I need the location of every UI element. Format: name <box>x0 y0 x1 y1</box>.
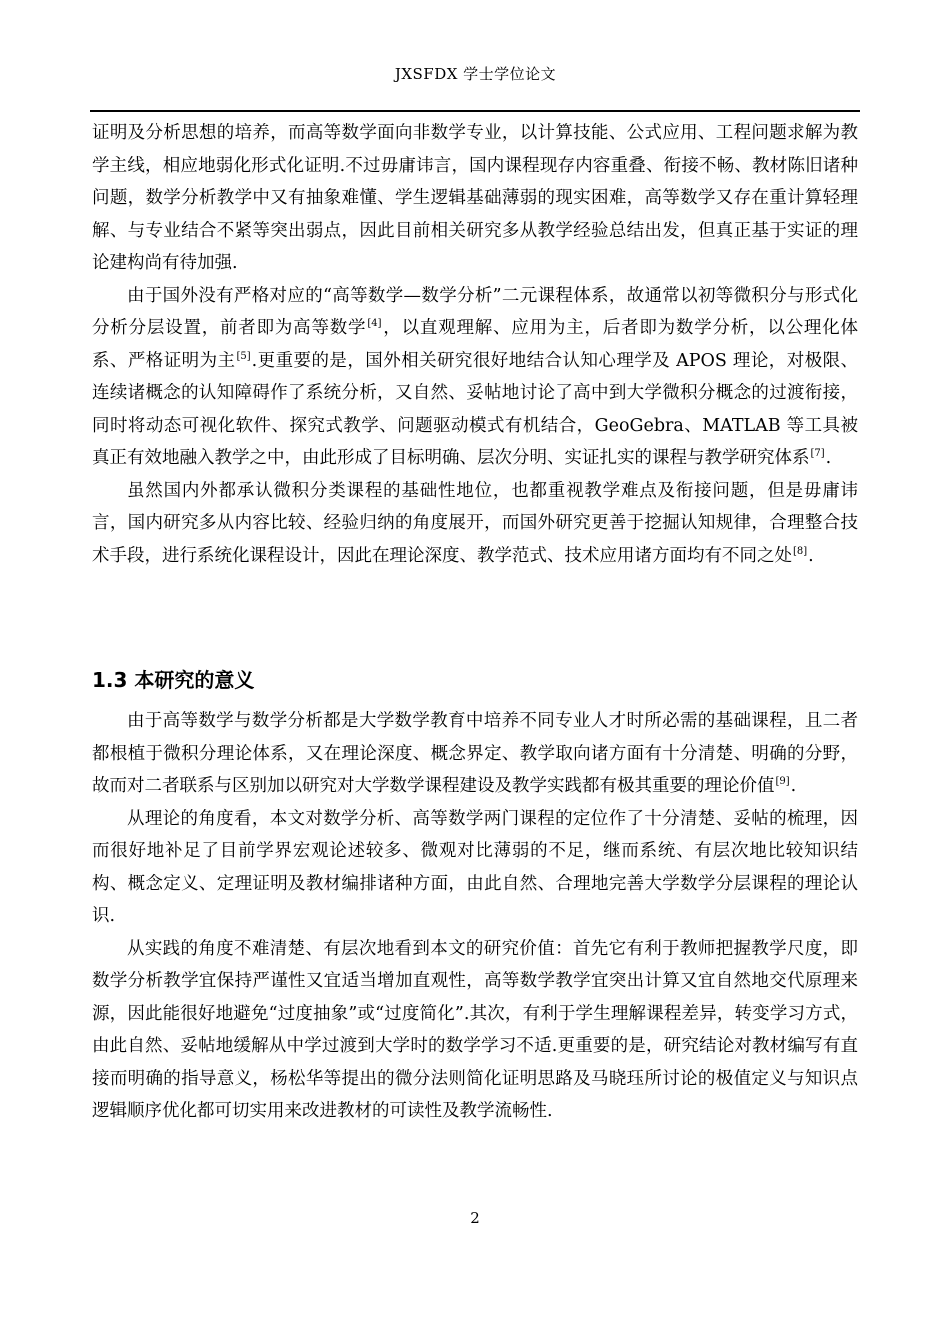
running-header: JXSFDX 学士学位论文 <box>394 65 557 83</box>
paragraph <box>92 705 858 803</box>
header-rule <box>90 110 860 112</box>
paragraph-text: . <box>808 545 814 566</box>
citation-ref: [8] <box>793 545 808 557</box>
paragraph-text: .更重要的是，国外相关研究很好地结合认知心理学及 APOS 理论，对极限、连续诸概念的认知障碍作了系统分析，又自然、妥帖地讨论了高中到大学微积分概念的过渡衔接，同时将动态可视化软件、探究式教学、问题驱动模式有机结合，GeoGebra、MATLAB 等工具被真正有效地融入教学之中，由此形成了目标明确、层次分明、实证扎实的课程与教学研究体系 <box>92 350 859 468</box>
paragraph-text: 由于国外没有严格对应的“高等数学—数学分析”二元课程体系，故通常以初等微积分与形式化分析分层设置，前者即为高等数学 <box>92 285 858 338</box>
paragraph-text: ，以直观理解、应用为主，后者即为数学分析，以公理化体系、严格证明为主 <box>92 318 858 371</box>
section-heading: 1.3 本研究的意义 <box>92 668 255 692</box>
paragraph: 从理论的角度看，本文对数学分析、高等数学两门课程的定位作了十分清楚、妥帖的梳理，因而很好地补足了目前学界宏观论述较多、微观对比薄弱的不足，继而系统、有层次地比较知识结构、概念定义、定理证明及教材编排诸种方面，由此自然、合理地完善大学数学分层课程的理论认识. <box>92 808 858 926</box>
citation-ref: [7] <box>810 448 825 460</box>
citation-ref: [9] <box>775 776 790 788</box>
paragraph <box>92 280 858 475</box>
paragraph: 证明及分析思想的培养，而高等数学面向非数学专业，以计算技能、公式应用、工程问题求解为教学主线，相应地弱化形式化证明.不过毋庸讳言，国内课程现存内容重叠、衔接不畅、教材陈旧诸种问题，数学分析教学中又有抽象难懂、学生逻辑基础薄弱的现实困难，高等数学又存在重计算轻理解、与专业结合不紧等突出弱点，因此目前相关研究多从教学经验总结出发，但真正基于实证的理论建构尚有待加强. <box>92 123 858 273</box>
body-text-lower <box>92 705 858 1128</box>
paragraph-text: . <box>825 448 832 468</box>
paragraph-text: 由于高等数学与数学分析都是大学数学教育中培养不同专业人才时所必需的基础课程，且二者都根植于微积分理论体系，又在理论深度、概念界定、教学取向诸方面有十分清楚、明确的分野，故而对二者联系与区别加以研究对大学数学课程建设及教学实践都有极其重要的理论价值 <box>92 711 858 796</box>
paragraph: 从实践的角度不难清楚、有层次地看到本文的研究价值：首先它有利于教师把握教学尺度，即数学分析教学宜保持严谨性又宜适当增加直观性，高等数学教学宜突出计算又宜自然地交代原理来源，因此能很好地避免“过度抽象”或“过度简化”.其次，有利于学生理解课程差异，转变学习方式，由此自然、妥帖地缓解从中学过渡到大学时的数学学习不适.更重要的是，研究结论对教材编写有直接而明确的指导意义，杨松华等提出的微分法则简化证明思路及马晓珏所讨论的极值定义与知识点逻辑顺序优化都可切实用来改进教材的可读性及教学流畅性. <box>92 938 858 1121</box>
citation-ref: [5] <box>236 350 251 362</box>
paragraph <box>92 475 858 573</box>
body-text-upper <box>92 117 858 572</box>
paragraph-text: . <box>790 776 797 796</box>
page-number: 2 <box>470 1209 480 1227</box>
paragraph-text: 虽然国内外都承认微积分类课程的基础性地位，也都重视教学难点及衔接问题，但是毋庸讳言，国内研究多从内容比较、经验归纳的角度展开，而国外研究更善于挖掘认知规律，合理整合技术手段，进行系统化课程设计，因此在理论深度、教学范式、技术应用诸方面均有不同之处 <box>92 480 858 566</box>
citation-ref: [4] <box>367 318 382 330</box>
